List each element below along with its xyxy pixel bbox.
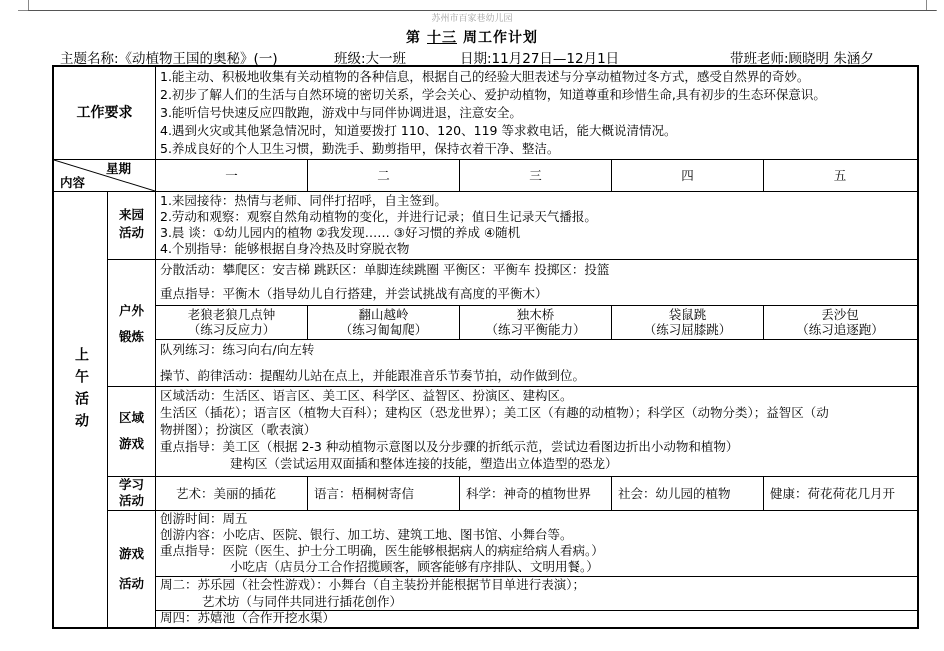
week-number: 十三 — [427, 30, 457, 46]
area-line: 建构区（尝试运用双面插和整体连接的技能，塑造出立体造型的恐龙） — [230, 456, 618, 471]
learning-label: 学习活动 — [118, 477, 144, 508]
learning-label-cell — [108, 477, 156, 511]
games-line: 小吃店（店员分工合作招揽顾客，顾客能够有序排队、文明用餐。） — [230, 559, 599, 574]
outdoor-drills — [156, 340, 917, 387]
page-header: 苏州市百家巷幼儿园 — [431, 14, 513, 24]
learning-cell-thu — [612, 477, 764, 511]
area-line: 重点指导：美工区（根据 2-3 种动植物示意图以及分步骤的折纸示范，尝试边看图边折出小动物和植物） — [160, 439, 739, 454]
content-label: 内容 — [60, 175, 86, 190]
games-label-cell — [108, 511, 156, 627]
area-games-label: 区域游戏 — [118, 410, 144, 451]
morning-label: 上午活动 — [73, 347, 89, 435]
outdoor-game-cell — [460, 306, 612, 340]
arrival-label: 来园活动 — [118, 207, 144, 240]
arrival-content — [156, 192, 917, 260]
games-content — [156, 511, 917, 577]
requirement-item: 5.养成良好的个人卫生习惯，勤洗手、勤剪指甲，保持衣着干净、整洁。 — [160, 141, 560, 156]
outdoor-label-cell — [108, 260, 156, 387]
arrival-label-cell — [108, 192, 156, 260]
learning-item: 艺术：美丽的插花 — [176, 486, 277, 501]
area-line: 物拼图）；扮演区（歌表演） — [160, 422, 317, 437]
games-thursday — [156, 611, 917, 627]
area-line: 区域活动：生活区、语言区、美工区、科学区、益智区、扮演区、建构区。 — [160, 388, 573, 403]
learning-item: 健康：荷花荷花几月开 — [770, 486, 896, 501]
plan-table — [52, 65, 919, 629]
game-name: 丢沙包 — [821, 307, 859, 322]
outdoor-game-cell — [308, 306, 460, 340]
game-name: 老狼老狼几点钟 — [187, 307, 276, 322]
arrival-line: 4.个别指导：能够根据自身冷热及时穿脱衣物 — [160, 241, 410, 256]
weekday-corner-cell — [54, 160, 156, 192]
area-games-label-cell — [108, 387, 156, 477]
outdoor-game-cell — [612, 306, 764, 340]
game-name: 独木桥 — [516, 307, 555, 322]
game-goal: （练习屈膝跳） — [643, 322, 732, 337]
game-goal: （练习匍匐爬） — [339, 322, 428, 337]
date-range: 日期:11月27日—12月1日 — [460, 51, 620, 67]
class-name: 班级:大一班 — [334, 51, 407, 67]
games-label: 游戏活动 — [118, 546, 144, 591]
queue-drill: 队列练习：练习向右/向左转 — [160, 342, 315, 357]
day-header-fri — [764, 160, 917, 192]
teachers: 带班老师:顾晓明 朱涵夕 — [730, 51, 874, 67]
game-goal: （练习平衡能力） — [485, 322, 586, 337]
day-header-thu — [612, 160, 764, 192]
learning-item: 社会：幼儿园的植物 — [618, 486, 731, 501]
outdoor-content — [156, 260, 917, 306]
requirement-item: 2.初步了解人们的生活与自然环境的密切关系，学会关心、爱护动植物，知道尊重和珍惜生命,具有初步的生态环保意识。 — [160, 87, 826, 102]
morning-label-cell — [54, 192, 108, 627]
outdoor-label: 户外锻炼 — [118, 303, 144, 344]
arrival-line: 1.来园接待：热情与老师、同伴打招呼，自主签到。 — [160, 193, 447, 208]
work-requirements-label: 工作要求 — [76, 105, 133, 121]
games-line: 创游时间：周五 — [160, 511, 248, 526]
requirement-item: 1.能主动、积极地收集有关动植物的各种信息，根据自己的经验大胆表述与分享动植物过冬方式，感受自然界的奇妙。 — [160, 69, 810, 84]
games-tuesday — [156, 577, 917, 611]
learning-item: 科学：神奇的植物世界 — [466, 486, 592, 501]
game-name: 袋鼠跳 — [668, 307, 707, 322]
arrival-line: 2.劳动和观察：观察自然角动植物的变化，并进行记录；值日生记录天气播报。 — [160, 209, 597, 224]
outdoor-game-cell — [764, 306, 917, 340]
work-requirements-content — [156, 67, 917, 160]
learning-cell-fri — [764, 477, 917, 511]
outdoor-line: 重点指导：平衡木（指导幼儿自行搭建，并尝试挑战有高度的平衡木） — [160, 286, 548, 301]
theme-name: 主题名称:《动植物王国的奥秘》(一) — [60, 51, 278, 67]
games-line: 创游内容：小吃店、医院、银行、加工坊、建筑工地、图书馆、小舞台等。 — [160, 527, 573, 542]
rhythm-activity: 操节、韵律活动：提醒幼儿站在点上，并能跟准音乐节奏节拍，动作做到位。 — [160, 368, 586, 383]
title-prefix: 第 — [406, 30, 421, 46]
day-label: 五 — [833, 168, 847, 183]
day-header-tue — [308, 160, 460, 192]
day-label: 四 — [681, 168, 694, 183]
learning-cell-mon — [156, 477, 308, 511]
area-line: 生活区（插花）；语言区（植物大百科）；建构区（恐龙世界）；美工区（有趣的动植物）；科学区（动物分类）；益智区（动 — [160, 405, 829, 420]
game-goal: （练习反应力） — [187, 322, 276, 337]
weekday-label: 星期 — [106, 161, 132, 176]
day-label: 一 — [225, 168, 238, 183]
requirement-item: 4.遇到火灾或其他紧急情况时，知道要拨打 110、120、119 等求救电话，能大概说清情况。 — [160, 123, 677, 138]
requirement-item: 3.能听信号快速反应四散跑，游戏中与同伴协调进退，注意安全。 — [160, 105, 522, 120]
game-goal: （练习追逐跑） — [796, 322, 884, 337]
games-thursday-line: 周四：苏嬉池（合作开挖水渠） — [160, 611, 336, 625]
day-label: 三 — [529, 168, 542, 183]
area-games-content — [156, 387, 917, 477]
day-header-wed — [460, 160, 612, 192]
day-header-mon — [156, 160, 308, 192]
games-line: 重点指导：医院（医生、护士分工明确，医生能够根据病人的病症给病人看病。） — [160, 543, 604, 558]
work-requirements-label-cell — [54, 67, 156, 160]
day-label: 二 — [377, 168, 390, 183]
learning-item: 语言：梧桐树寄信 — [314, 486, 415, 501]
title-suffix: 周工作计划 — [463, 30, 538, 46]
game-name: 翻山越岭 — [358, 307, 409, 322]
page-title — [0, 27, 944, 47]
games-tuesday-line: 艺术坊（与同伴共同进行插花创作） — [202, 594, 403, 609]
games-tuesday-line: 周二：苏乐园（社会性游戏）：小舞台（自主装扮并能根据节目单进行表演）； — [160, 577, 586, 592]
learning-cell-wed — [460, 477, 612, 511]
arrival-line: 3.晨 谈：①幼儿园内的植物 ②我发现…… ③好习惯的养成 ④随机 — [160, 225, 521, 240]
learning-cell-tue — [308, 477, 460, 511]
outdoor-line: 分散活动：攀爬区：安吉梯 跳跃区：单脚连续跳圈 平衡区：平衡车 投掷区：投篮 — [160, 262, 610, 277]
outdoor-game-cell — [156, 306, 308, 340]
